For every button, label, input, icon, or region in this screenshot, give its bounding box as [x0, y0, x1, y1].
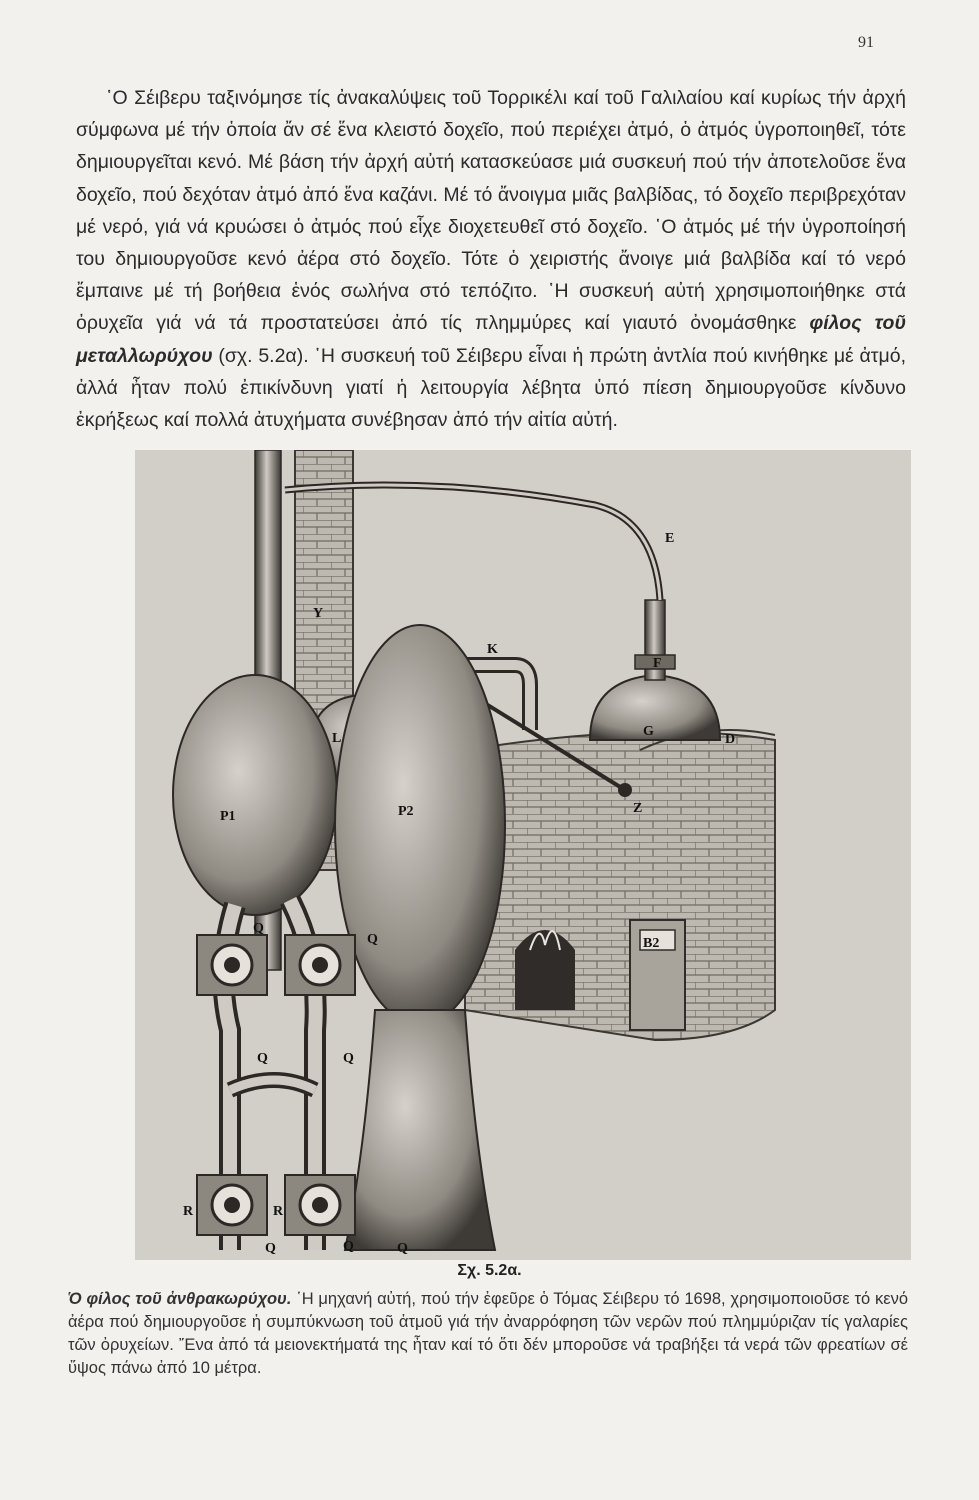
label-f: F [653, 656, 662, 671]
label-e: E [665, 531, 675, 546]
label-g: G [643, 724, 654, 739]
page-number: 91 [858, 34, 874, 51]
caption-text: ῾Η μηχανή αὐτή, πού τήν ἐφεῦρε ὁ Τόμας Σέιβερυ τό 1698, χρησιμοποιοῦσε τό κενό ἀέρα πού δημιουργοῦσε ἡ συμπύκνωση τοῦ ἀτμοῦ γιά τήν ἀναρρόφηση τῶν νερῶν πού πλημμύριζαν τίς γαλαρίες τῶν ὀρυχείων. ῎Ενα ἀπό τά μειονεκτήματά της ἦταν καί τό ὅτι δέν μποροῦσε νά τραβήξει τά νερά τῶν φρεατίων σέ ὕψος πάνω ἀπό 10 μέτρα. [68, 1290, 908, 1377]
label-z: Z [633, 801, 643, 816]
body-emphasis: φίλος τοῦ μεταλλωρύχου [76, 312, 907, 367]
body-text-part-2: (σχ. 5.2α). ῾Η συσκευή τοῦ Σέιβερυ εἶναι ἡ πρώτη ἀντλία πού κινήθηκε μέ ἀτμό, ἀλλά ἦταν πολύ ἐπικίνδυνη γιατί ἡ λειτουργία λέβητα ὑπό πίεση δημιουργοῦσε κίνδυνο ἐκρήξεως καί πολλά ἀτυχήματα συνέβησαν ἀπό τήν αἰτία αὐτή. [76, 344, 906, 432]
label-q-1: Q [253, 921, 264, 936]
label-q-6: Q [343, 1239, 354, 1254]
label-l: L [332, 731, 342, 746]
caption-title: Ὁ φίλος τοῦ ἀνθρακωρύχου. [68, 1290, 292, 1308]
engine-engraving [135, 450, 911, 1260]
body-text-part-1: ῾Ο Σέιβερυ ταξινόμησε τίς ἀνακαλύψεις τοῦ Τορρικέλι καί τοῦ Γαλιλαίου καί κυρίως τήν ἀρχή σύμφωνα μέ τήν ὁποία ἄν σέ ἕνα κλειστό δοχεῖο, πού περιέχει ἀτμό, ὁ ἀτμός ὑγροποιηθεῖ, τότε δημιουργεῖται κενό. Μέ βάση τήν ἀρχή αὐτή κατασκεύασε μιά συσκευή πού τήν ἀποτελοῦσε ἕνα δοχεῖο, πού δεχόταν ἀτμό ἀπό ἕνα καζάνι. Μέ τό ἄνοιγμα μιᾶς βαλβίδας, τό δοχεῖο περιβρεχόταν μέ νερό, γιά νά κρυώσει ὁ ἀτμός πού εἶχε διοχετευθεῖ στό δοχεῖο. ῾Ο ἀτμός μέ τήν ὑγροποίησή του δημιουργοῦσε κενό ἀέρα στό δοχεῖο. Τότε ὁ χειριστής ἄνοιγε μιά βαλβίδα καί τό νερό ἔμπαινε μέ τή βοήθεια ἑνός σωλήνα στό τεπόζιτο. ῾Η συσκευή αὐτή χρησιμοποιήθηκε στά ὀρυχεῖα γιά νά τά προστατεύσει ἀπό τίς πλημμύρες καί γιαυτό ὀνομάσθηκε [76, 87, 906, 335]
label-y: Y [313, 606, 324, 621]
label-q-5: Q [265, 1241, 276, 1256]
label-r-1: R [183, 1204, 194, 1219]
body-paragraph [76, 82, 906, 436]
label-q-7: Q [397, 1241, 408, 1256]
label-d: D [725, 732, 736, 747]
label-r-2: R [273, 1204, 284, 1219]
figure-number: Σχ. 5.2α. [457, 1262, 522, 1279]
label-p1: P1 [220, 809, 236, 824]
figure-caption [68, 1288, 908, 1380]
label-p2: P2 [398, 804, 414, 819]
label-k: K [487, 642, 498, 657]
label-q-3: Q [257, 1051, 268, 1066]
label-b2: B2 [643, 936, 660, 951]
savery-engine-figure [135, 450, 911, 1260]
label-q-4: Q [343, 1051, 354, 1066]
label-q-2: Q [367, 932, 378, 947]
